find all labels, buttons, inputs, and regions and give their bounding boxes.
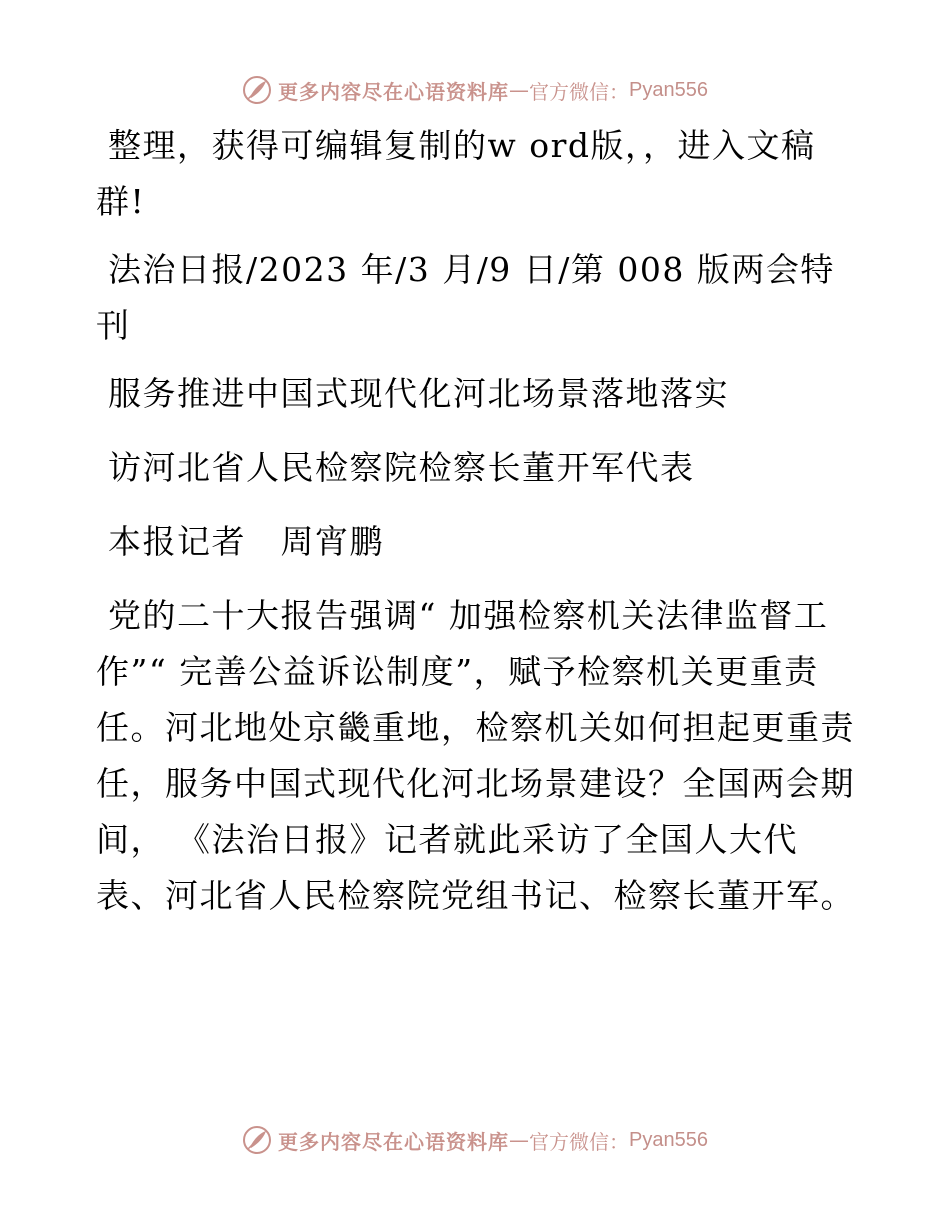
paragraph-intro: 整理，获得可编辑复制的w ord版，，进入文稿群! xyxy=(96,126,816,221)
paragraph-source: 法治日报/2023 年/3 月/9 日/第 008 版两会特刊 xyxy=(96,250,835,345)
banner-wechat-label: 官方微信： xyxy=(529,1129,630,1154)
banner-brand: 更多内容尽在心语资料库 xyxy=(278,1129,510,1154)
footer-banner xyxy=(0,1120,950,1160)
banner-brand: 更多内容尽在心语资料库 xyxy=(278,79,510,104)
header-banner xyxy=(0,70,950,110)
article-byline: 本报记者 周宵鹏 xyxy=(108,522,384,561)
banner-wechat-id: Pyan556 xyxy=(629,1128,708,1151)
banner-dash: — xyxy=(509,78,530,102)
document-body xyxy=(96,118,856,936)
paragraph-body: 党的二十大报告强调“ 加强检察机关法律监督工作”“ 完善公益诉讼制度”，赋予检察机关更重责任。河北地处京畿重地，检察机关如何担起更重责任，服务中国式现代化河北场景建设？全国两会期间， 《法治日报》记者就此采访了全国人大代表、河北省人民检察院党组书记、检察长董开军。 xyxy=(96,596,855,915)
feather-pen-logo-icon xyxy=(242,1125,272,1155)
banner-dash: — xyxy=(509,1128,530,1152)
article-subtitle: 访河北省人民检察院检察长董开军代表 xyxy=(108,448,695,487)
article-title: 服务推进中国式现代化河北场景落地落实 xyxy=(108,374,729,413)
feather-pen-logo-icon xyxy=(242,75,272,105)
banner-wechat-id: Pyan556 xyxy=(629,78,708,101)
banner-wechat-label: 官方微信： xyxy=(529,79,630,104)
